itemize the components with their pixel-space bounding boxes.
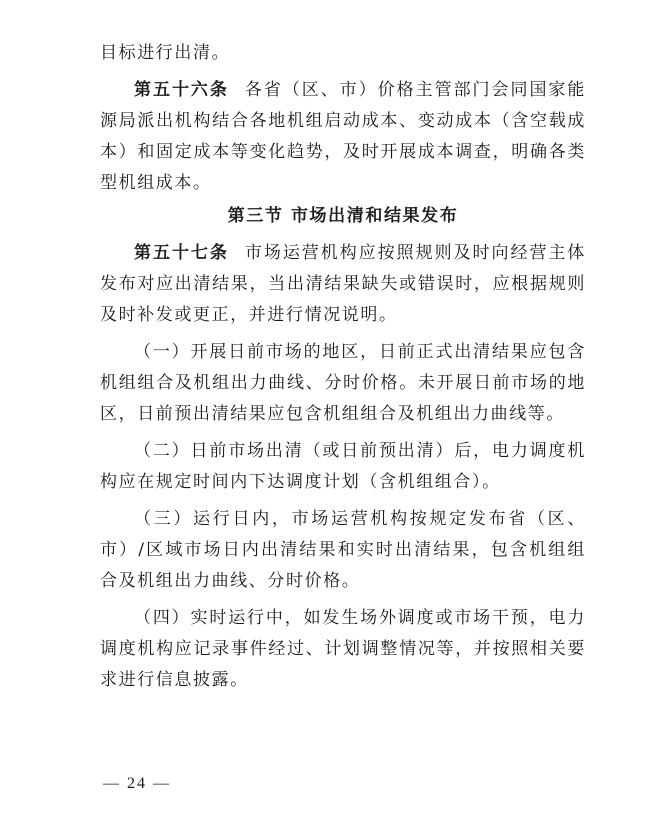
page-number: — 24 — [103, 775, 171, 792]
list-item: （二）日前市场出清（或日前预出清）后，电力调度机构应在规定时间内下达调度计划（含机组组合）。 [100, 441, 586, 492]
list-item: （四）实时运行中，如发生场外调度或市场干预，电力调度机构应记录事件经过、计划调整情况等，并按照相关要求进行信息披露。 [100, 608, 586, 690]
list-item: （一）开展日前市场的地区，日前正式出清结果应包含机组组合及机组出力曲线、分时价格。未开展日前市场的地区，日前预出清结果应包含机组组合及机组出力曲线等。 [100, 342, 586, 424]
article-57-paragraph [100, 238, 586, 331]
document-body [100, 38, 586, 702]
article-57-title: 第五十七条 [134, 243, 229, 263]
continuation-paragraph: 目标进行出清。 [100, 43, 231, 63]
article-56-paragraph [100, 75, 586, 199]
article-56-text: 各省（区、市）价格主管部门会同国家能源局派出机构结合各地机组启动成本、变动成本（含空载成本）和固定成本等变化趋势，及时开展成本调查，明确各类型机组成本。 [100, 80, 587, 193]
list-item: （三）运行日内，市场运营机构按规定发布省（区、市）/区域市场日内出清结果和实时出清结果，包含机组组合及机组出力曲线、分时价格。 [100, 509, 586, 591]
article-56-title: 第五十六条 [134, 80, 229, 100]
section-heading: 第三节 市场出清和结果发布 [227, 206, 459, 226]
article-57-text: 市场运营机构应按照规则及时向经营主体发布对应出清结果，当出清结果缺失或错误时，应根据规则及时补发或更正，并进行情况说明。 [100, 243, 587, 325]
